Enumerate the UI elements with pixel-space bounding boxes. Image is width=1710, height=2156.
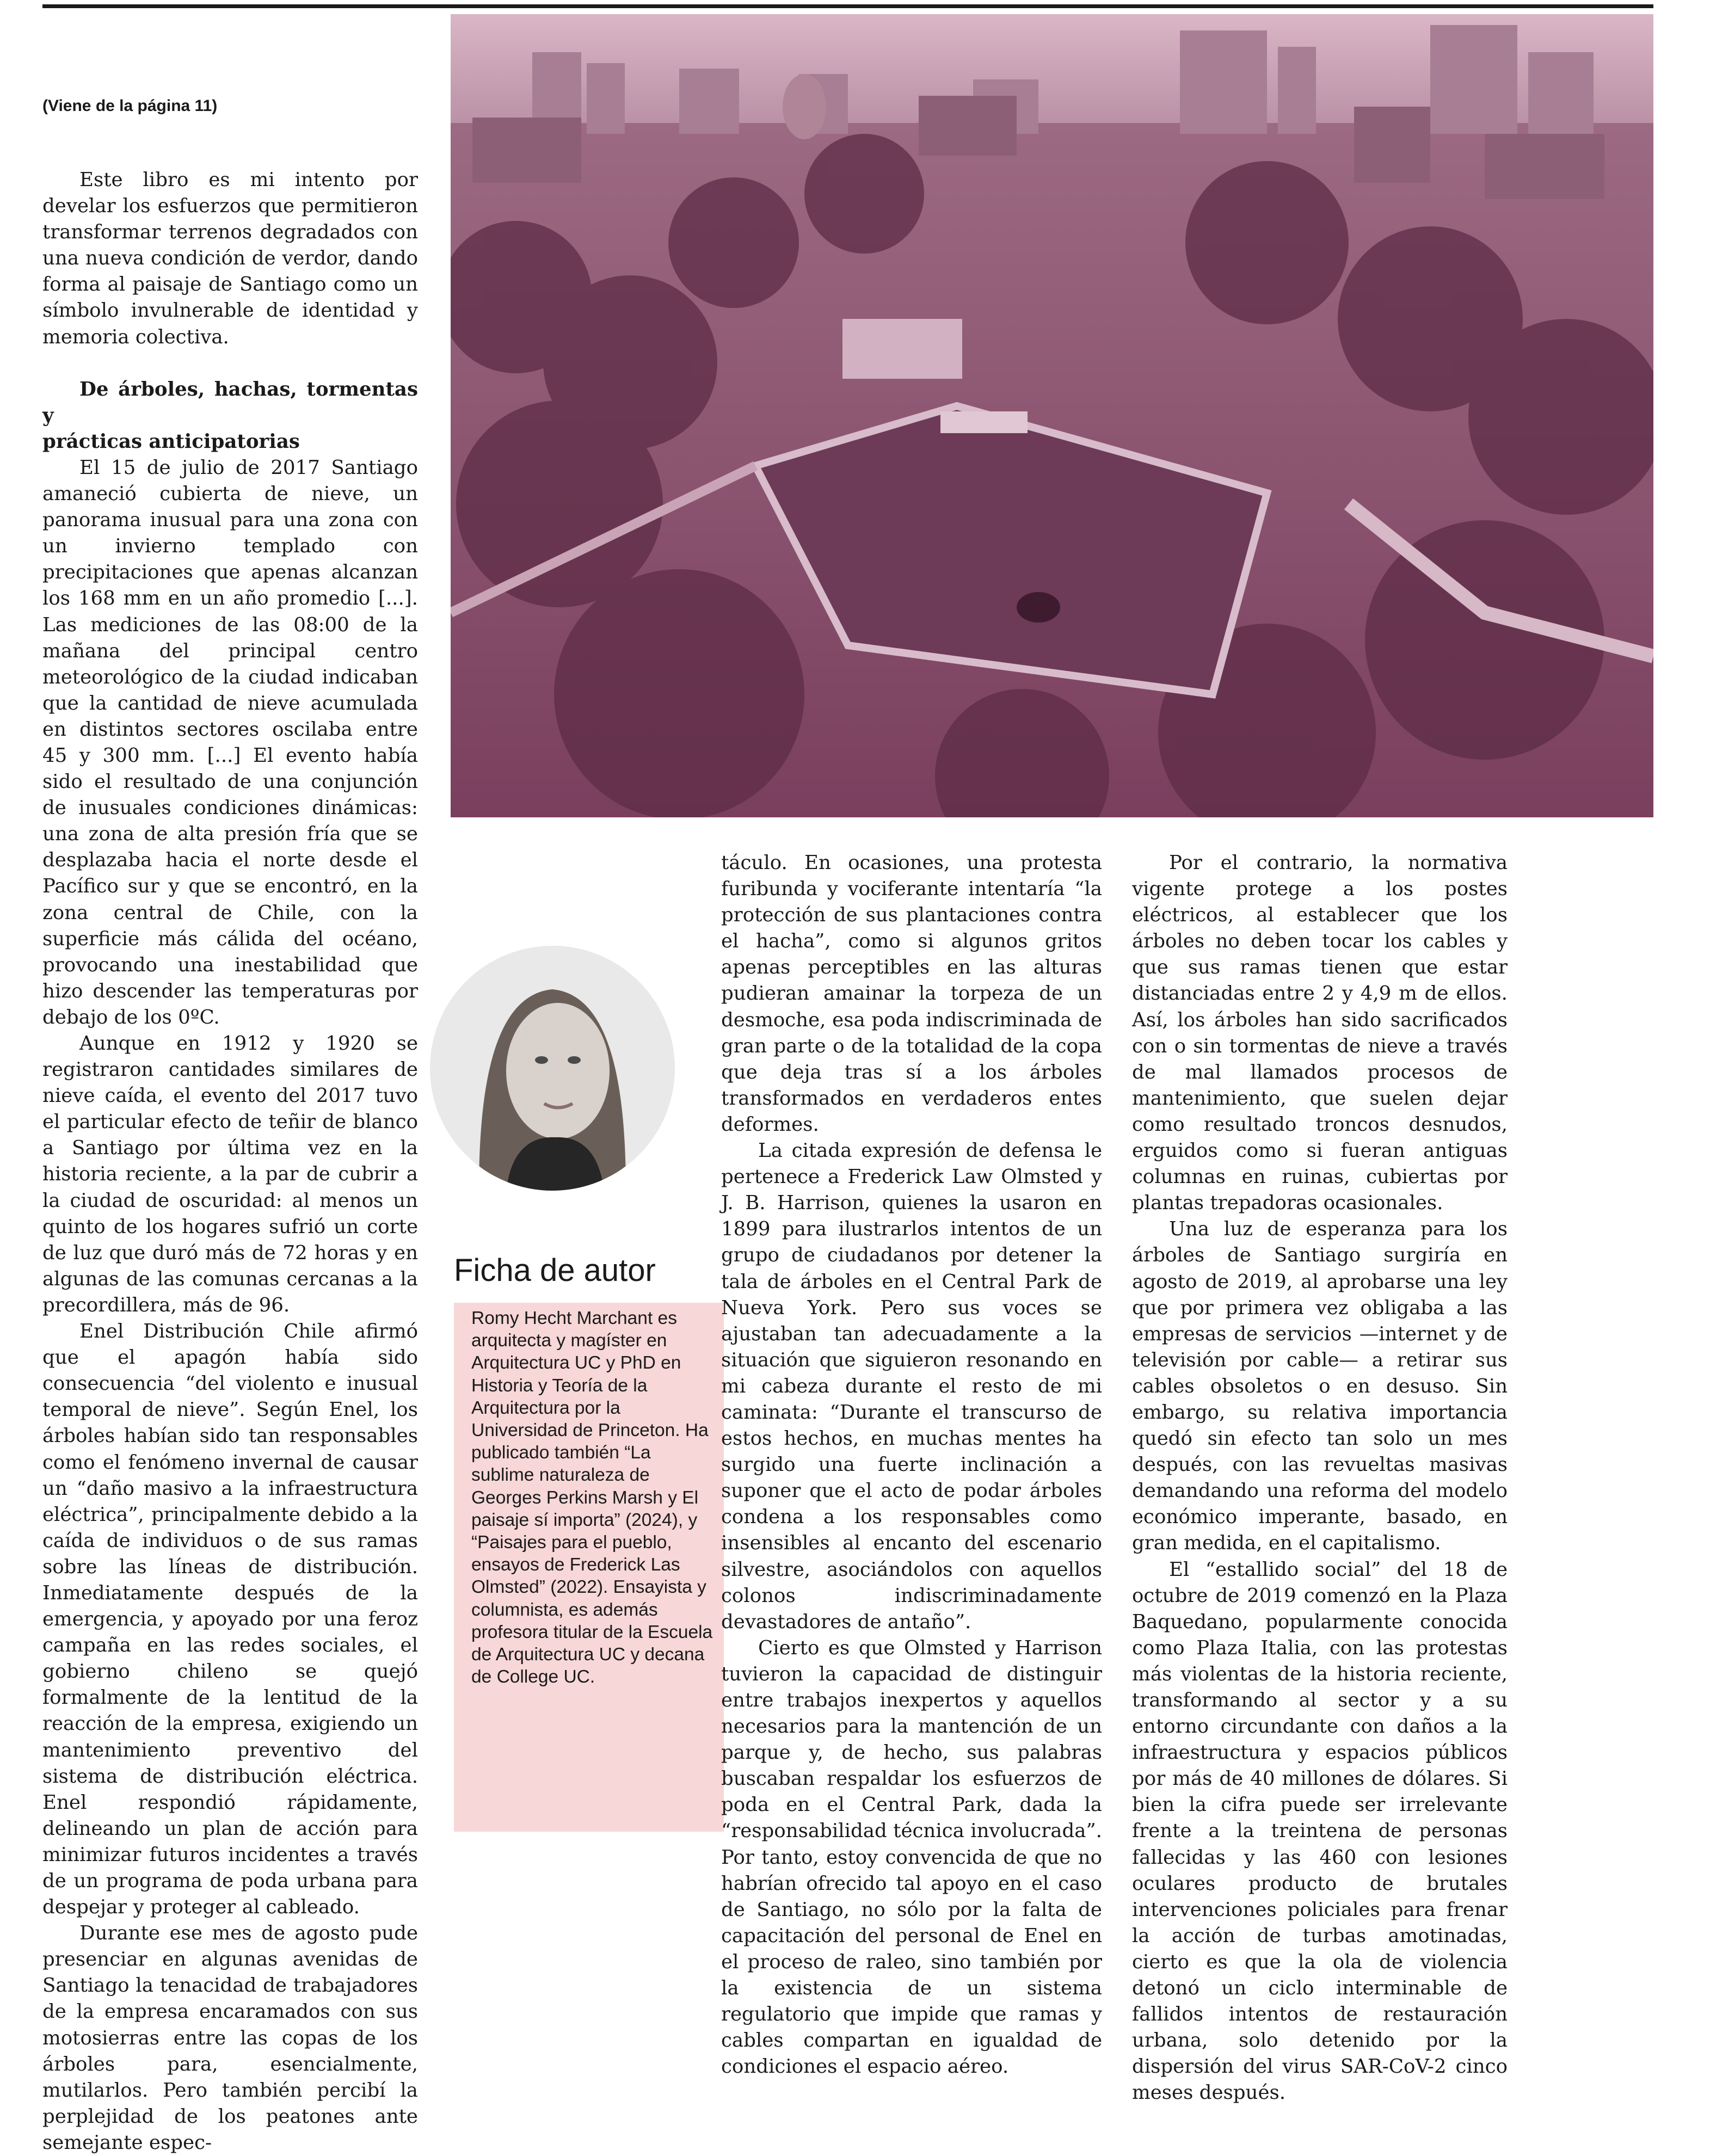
paragraph: Enel Distribución Chile afirmó que el apagón había sido consecuencia “del violento e inusual temporal de nieve”. Según Enel, los árboles habían sido tan responsables como el fenómeno invernal de causar un “daño masivo a la infraestructura eléctrica”, principalmente debido a la caída de individuos o de sus ramas sobre las líneas de distribución. Inmediatamente después de la emergencia, y apoyado por una feroz campaña en las redes sociales, el gobierno chileno se quejó formalmente de la lentitud de la reacción de la empresa, exigiendo un mantenimiento preventivo del sistema de distribución eléctrica. Enel respondió rápidamente, delineando un plan de acción para minimizar futuros incidentes a través de un programa de poda urbana para despejar y proteger al cableado.: [42, 1320, 418, 1919]
paragraph: El “estallido social” del 18 de octubre de 2019 comenzó en la Plaza Baquedano, popularmente conocida como Plaza Italia, con las protestas más violentas de la historia reciente, transformando al sector y a su entorno circundante con daños a la infraestructura y espacios públicos por más de 40 millones de dólares. Si bien la cifra puede ser irrelevante frente a la treintena de personas fallecidas y las 460 con lesiones oculares producto de brutales intervenciones policiales para frenar la acción de turbas amotinadas, cierto es que la ola de violencia detonó un ciclo interminable de fallidos intentos de restauración urbana, solo detenido por la dispersión del virus SAR-CoV-2 cinco meses después.: [1132, 1558, 1508, 2104]
continued-from-label: (Viene de la página 11): [42, 97, 218, 115]
paragraph: Una luz de esperanza para los árboles de Santiago surgiría en agosto de 2019, al aprobarse una ley que por primera vez obligaba a las empresas de servicios —internet y de televisión por cable— a retirar sus cables obsoletos o en desuso. Sin embargo, su relativa importancia quedó sin efecto tan solo un mes después, con las revueltas masivas demandando una reforma del modelo económico imperante, basado, en gran medida, en el capitalismo.: [1132, 1218, 1508, 1555]
article-column-3: [1132, 850, 1508, 2106]
subhead-line-2: prácticas anticipatorias: [42, 430, 300, 453]
paragraph: Por el contrario, la normativa vigente protege a los postes eléctricos, al establecer que los árboles no deben tocar los cables y que sus ramas tienen que estar distanciadas entre 2 y 4,9 m de ellos. Así, los árboles han sido sacrificados con o sin tormentas de nieve a través de mal llamados procesos de mantenimiento, que suelen dejar como resultado troncos desnudos, erguidos como si fueran antiguas columnas en ruinas, cubiertas por plantas trepadoras ocasionales.: [1132, 852, 1508, 1215]
paragraph: Durante ese mes de agosto pude presenciar en algunas avenidas de Santiago la tenacidad de trabajadores de la empresa encaramados con sus motosierras entre las copas de los árboles para, esencialmente, mutilarlos. Pero también percibí la perplejidad de los peatones ante semejante espec-: [42, 1922, 418, 2154]
paragraph: La citada expresión de defensa le pertenece a Frederick Law Olmsted y J. B. Harrison, quienes la usaron en 1899 para ilustrarlos intentos de un grupo de ciudadanos por detener la tala de árboles en el Central Park de Nueva York. Pero sus voces se ajustaban tan adecuadamente a la situación que siguieron resonando en mi cabeza durante el resto de mi caminata: “Durante el transcurso de estos hechos, en muchas mentes ha surgido una fuerte inclinación a suponer que el acto de podar árboles condena a los responsables como insensibles al encanto del escenario silvestre, asociándolos con aquellos colonos indiscriminadamente devastadores de antaño”.: [721, 1139, 1102, 1633]
paragraph: Cierto es que Olmsted y Harrison tuvieron la capacidad de distinguir entre trabajos inexpertos y aquellos necesarios para la mantención de un parque y, de hecho, sus palabras buscaban respaldar los esfuerzos de poda en el Central Park, dada la “responsabilidad técnica involucrada”. Por tanto, estoy convencida de que no habrían ofrecido tal apoyo en el caso de Santiago, no sólo por la falta de capacitación del personal de Enel en el proceso de raleo, sino también por la existencia de un sistema regulatorio que impide que ramas y cables compartan en igualdad de condiciones el espacio aéreo.: [721, 1636, 1102, 2078]
author-bio: Romy Hecht Marchant es arquitecta y magíster en Arquitectura UC y PhD en Historia y Teoría de la Arquitectura por la Universidad de Princeton. Ha publicado también “La sublime naturaleza de Georges Perkins Marsh y El paisaje sí importa” (2024), y “Paisajes para el pueblo, ensayos de Frederick Las Olmsted” (2022). Ensayista y columnista, es además profesora titular de la Escuela de Arquitectura UC y decana de College UC.: [471, 1308, 713, 1687]
top-rule: [42, 4, 1653, 8]
aerial-park-photo: [451, 14, 1653, 817]
ficha-title: Ficha de autor: [454, 1253, 656, 1288]
paragraph: Aunque en 1912 y 1920 se registraron cantidades similares de nieve caída, el evento del 2017 tuvo el particular efecto de teñir de blanco a Santiago por última vez en la historia reciente, a la par de cubrir a la ciudad de oscuridad: al menos un quinto de los hogares sufrió un corte de luz que duró más de 72 horas y en algunas de las comunas cercanas a la precordillera, más de 96.: [42, 1032, 418, 1316]
paragraph: táculo. En ocasiones, una protesta furibunda y vociferante intentaría “la protección de sus plantaciones contra el hacha”, como si algunos gritos apenas perceptibles en las alturas pudieran amainar la torpeza de un desmoche, esa poda indiscriminada de gran parte o de la totalidad de la copa que deja tras sí a los árboles transformados en verdaderos entes deformes.: [721, 852, 1102, 1136]
subhead-line-1: De árboles, hachas, tormentas y: [42, 378, 418, 427]
author-bio-box: [454, 1303, 724, 1832]
article-column-2: [721, 850, 1102, 2080]
article-column-1: [42, 95, 418, 2156]
paragraph: Este libro es mi intento por develar los esfuerzos que permitieron transformar terrenos degradados con una nueva condición de verdor, dando forma al paisaje de Santiago como un símbolo invulnerable de identidad y memoria colectiva.: [42, 169, 418, 348]
author-portrait: [430, 946, 675, 1191]
paragraph: El 15 de julio de 2017 Santiago amaneció cubierta de nieve, un panorama inusual para una zona con un invierno templado con precipitaciones que apenas alcanzan los 168 mm en un año promedio [...]. Las mediciones de las 08:00 de la mañana del principal centro meteorológico de la ciudad indicaban que la cantidad de nieve acumulada en distintos sectores oscilaba entre 45 y 300 mm. [...] El evento había sido el resultado de una conjunción de inusuales condiciones dinámicas: una zona de alta presión fría que se desplazaba hacia el norte desde el Pacífico sur y que se encontró, en la zona central de Chile, con la superficie más cálida del océano, provocando una inestabilidad que hizo descender las temperaturas por debajo de los 0ºC.: [42, 456, 418, 1028]
